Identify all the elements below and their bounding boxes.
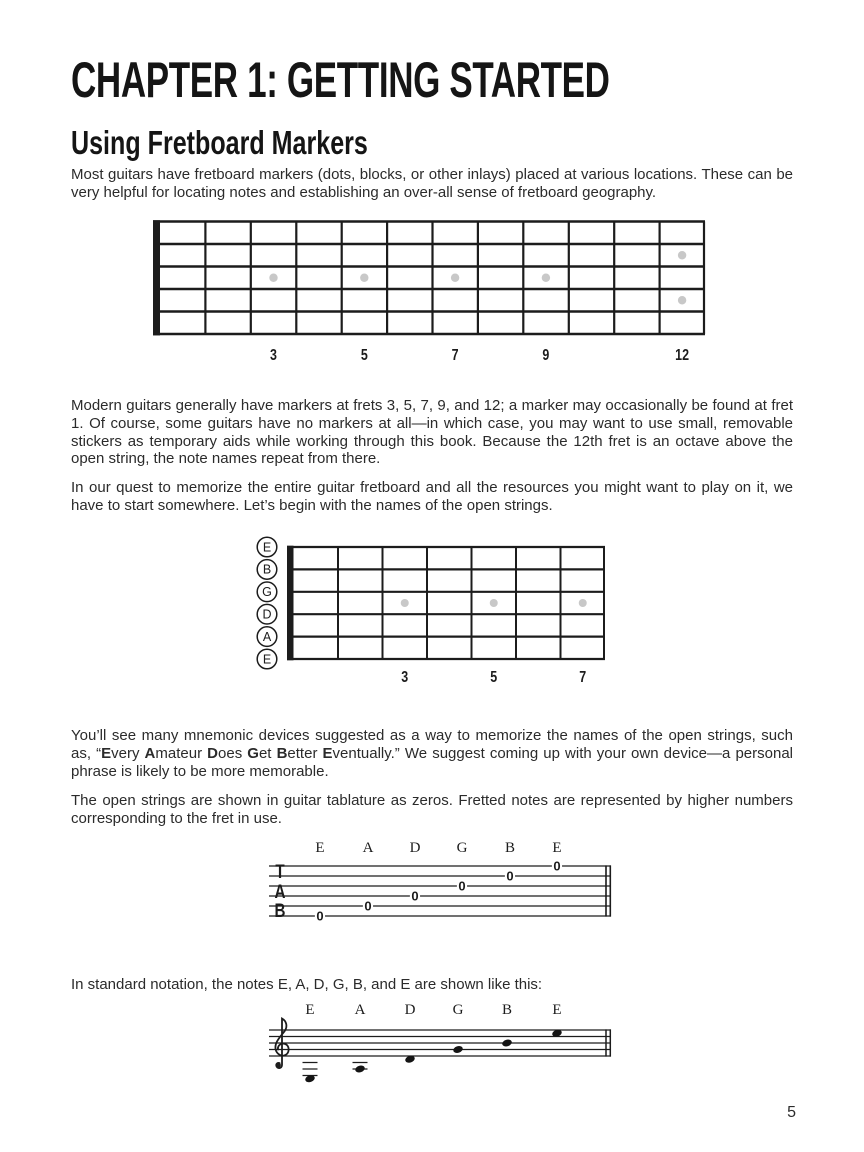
fret-number-label: 9	[542, 346, 550, 365]
mnemonic-text: etter	[287, 744, 323, 762]
fretboard-diagram-open-strings	[253, 536, 613, 686]
tab-letter-T: T	[275, 860, 285, 883]
mnemonic-bold-letter: G	[247, 744, 259, 762]
mnemonic-text: ventually.” We suggest coming up with your own device—a personal phrase is likely to be more memorable.	[71, 744, 793, 780]
note-name-label: G	[452, 1004, 464, 1018]
note-name-label: A	[354, 1004, 366, 1018]
open-string-labels	[257, 537, 277, 669]
tab-fret-number: 0	[458, 878, 466, 894]
notehead-G	[452, 1045, 463, 1054]
fret-number-label: 5	[360, 346, 368, 365]
paragraph-intro: Most guitars have fretboard markers (dots, blocks, or other inlays) placed at various locations. These can be very helpful for locating notes and establishing an over-all sense of fretboard geography.	[71, 166, 793, 201]
note-name-label: D	[409, 840, 421, 856]
fret-number-label: 3	[401, 668, 409, 686]
mnemonic-text: very	[111, 744, 145, 762]
note-name-label: A	[362, 840, 374, 856]
tab-fret-number: 0	[316, 908, 324, 924]
mnemonic-text: mateur	[155, 744, 208, 762]
fret-number-label: 12	[675, 346, 690, 365]
mnemonic-text: et	[258, 744, 277, 762]
nut	[287, 546, 294, 661]
string-name: E	[262, 652, 272, 667]
mnemonic-bold-letter: B	[276, 744, 288, 762]
treble-clef-ball	[276, 1063, 281, 1068]
note-name-label: B	[501, 1004, 513, 1018]
string-name: B	[262, 562, 272, 577]
fret-marker-dot-12-lower	[678, 296, 686, 304]
double-barline	[606, 865, 610, 916]
fret-marker-dot-5	[360, 274, 368, 282]
tab-staff	[265, 840, 615, 928]
section-title: Using Fretboard Markers	[71, 124, 368, 161]
fret-number-label: 7	[579, 668, 587, 686]
fret-marker-dot-7	[451, 274, 459, 282]
tab-fret-number: 0	[364, 898, 372, 914]
fret-marker-dot-5	[490, 599, 498, 607]
string-name: D	[262, 607, 272, 622]
paragraph-tablature: The open strings are shown in guitar tablature as zeros. Fretted notes are represented by higher numbers corresponding to the fret in use.	[71, 792, 793, 827]
mnemonic-text: oes	[218, 744, 248, 762]
mnemonic-text: You’ll see many mnemonic devices suggested as a way to memorize the names of the open strings, such as, “	[71, 727, 793, 762]
fret-marker-dot-3	[269, 274, 277, 282]
fret-marker-dot-7	[579, 599, 587, 607]
fret-number-label: 3	[270, 346, 277, 365]
fret-marker-dot-3	[401, 599, 409, 607]
mnemonic-bold-letter: E	[101, 744, 112, 762]
notehead-A	[354, 1064, 365, 1073]
paragraph-standard-notation: In standard notation, the notes E, A, D, G, B, and E are shown like this:	[71, 976, 543, 993]
note-name-label: G	[456, 840, 468, 856]
note-name-label: E	[315, 840, 325, 856]
note-name-label: B	[504, 840, 516, 856]
notehead-B	[501, 1038, 512, 1047]
nut	[153, 220, 160, 335]
page-number: 5	[787, 1104, 796, 1121]
mnemonic-bold-letter: E	[322, 744, 333, 762]
ledger-lines-E	[303, 1063, 318, 1076]
tab-letter-A: A	[274, 880, 286, 903]
fret-marker-dot-12-upper	[678, 251, 686, 259]
string-lines	[153, 222, 705, 335]
paragraph-markers: Modern guitars generally have markers at frets 3, 5, 7, 9, and 12; a marker may occasionally be found at fret 1. Of course, some guitars have no markers at all—in which case, you may want to use small, removable stickers as temporary aids while working through this book. Because the 12th fret is an octave above the open string, the note names repeat from there.	[71, 397, 793, 468]
string-name: G	[262, 585, 272, 600]
tab-fret-number: 0	[506, 868, 514, 884]
tab-letter-B: B	[274, 899, 286, 922]
string-name: A	[262, 629, 272, 644]
paragraph-mnemonic	[71, 727, 793, 780]
fret-number-label: 5	[490, 668, 498, 686]
tab-fret-number: 0	[411, 888, 419, 904]
string-lines	[287, 547, 605, 659]
note-name-label: D	[404, 1004, 416, 1018]
chapter-title: CHAPTER 1: GETTING STARTED	[71, 52, 610, 108]
fretboard-diagram-12fret	[153, 220, 711, 365]
note-name-label: E	[552, 1004, 562, 1018]
note-name-label: E	[552, 840, 562, 856]
string-name: E	[262, 540, 272, 555]
fret-lines	[338, 547, 604, 659]
mnemonic-bold-letter: A	[144, 744, 156, 762]
paragraph-quest: In our quest to memorize the entire guitar fretboard and all the resources you might want to play on it, we have to start somewhere. Let’s begin with the names of the open strings.	[71, 479, 793, 514]
fret-number-label: 7	[451, 346, 459, 365]
fret-marker-dot-9	[542, 274, 550, 282]
notation-staff	[265, 1004, 615, 1096]
mnemonic-bold-letter: D	[207, 744, 219, 762]
tab-fret-number: 0	[553, 858, 561, 874]
note-name-label: E	[305, 1004, 315, 1018]
